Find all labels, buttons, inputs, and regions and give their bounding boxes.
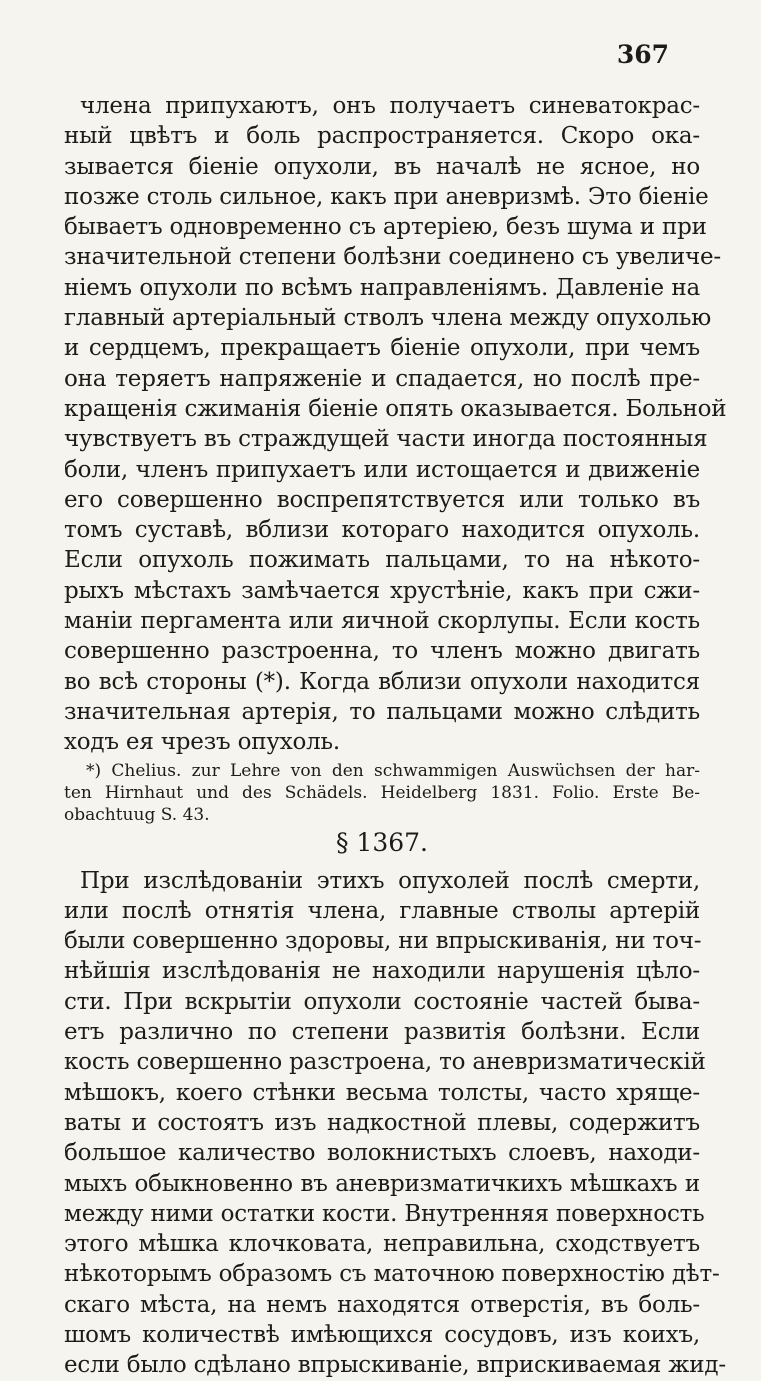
text-line: скаго мѣста, на немъ находятся отверстія, въ боль-: [64, 1291, 700, 1318]
paragraph-1: [64, 91, 727, 758]
text-line: ходъ ея чрезъ опухоль.: [64, 729, 340, 756]
text-line: мѣшокъ, коего стѣнки весьма толсты, часто хряще-: [64, 1079, 700, 1106]
text-line: нѣкоторымъ образомъ съ маточною поверхностію дѣт-: [64, 1261, 720, 1288]
text-line: Если опухоль пожимать пальцами, то на нѣкото-: [64, 547, 700, 574]
text-line: мыхъ обыкновенно въ аневризматичкихъ мѣшкахъ и: [64, 1170, 700, 1197]
text-line: большое каличество волокнистыхъ слоевъ, находи-: [64, 1140, 700, 1167]
text-line: были совершенно здоровы, ни впрыскиванія, ни точ-: [64, 928, 702, 955]
text-line: главный артеріальный стволъ члена между опухолью: [64, 305, 712, 332]
footnote-line: obachtuug S. 43.: [64, 804, 210, 825]
text-line: позже столь сильное, какъ при аневризмѣ. Это біеніе: [64, 183, 709, 210]
body-text: [64, 91, 727, 1381]
text-line: При изслѣдованіи этихъ опухолей послѣ смерти,: [80, 867, 700, 894]
text-line: этого мѣшка клочковата, неправильна, сходствуетъ: [64, 1231, 700, 1258]
text-line: значительной степени болѣзни соединено съ увеличе-: [64, 244, 721, 271]
footnote: [64, 760, 700, 826]
text-line: ваты и состоятъ изъ надкостной плевы, содержитъ: [64, 1109, 700, 1136]
text-line: и сердцемъ, прекращаетъ біеніе опухоли, при чемъ: [64, 335, 700, 362]
text-line: ный цвѣтъ и боль распространяется. Скоро ока-: [64, 123, 700, 150]
text-line: зывается біеніе опухоли, въ началѣ не ясное, но: [64, 153, 700, 180]
text-line: сти. При вскрытіи опухоли состояніе частей быва-: [64, 988, 700, 1015]
text-line: кость совершенно разстроена, то аневризматическій: [64, 1049, 706, 1076]
paragraph-2: [64, 866, 726, 1381]
text-line: кращенія сжиманія біеніе опять оказывается. Больной: [64, 395, 727, 422]
footnote-line: *) Chelius. zur Lehre von den schwammigen Auswüchsen der har-: [86, 760, 700, 781]
text-line: или послѣ отнятія члена, главные стволы артерій: [64, 897, 700, 924]
text-line: между ними остатки кости. Внутренняя поверхность: [64, 1200, 705, 1227]
text-line: если было сдѣлано впрыскиваніе, вприскиваемая жид-: [64, 1352, 726, 1379]
page-number: 367: [616, 40, 669, 69]
text-line: нѣйшія изслѣдованія не находили нарушенія цѣло-: [64, 958, 700, 985]
text-line: етъ различно по степени развитія болѣзни. Если: [64, 1019, 700, 1046]
text-line: во всѣ стороны (*). Когда вблизи опухоли находится: [64, 668, 700, 695]
text-line: его совершенно воспрепятствуется или только въ: [64, 486, 700, 513]
text-line: боли, членъ припухаетъ или истощается и движеніе: [64, 456, 700, 483]
text-line: чувствуетъ въ страждущей части иногда постоянныя: [64, 426, 708, 453]
text-line: маніи пергамента или яичной скорлупы. Если кость: [64, 608, 700, 635]
text-line: совершенно разстроенна, то членъ можно двигать: [64, 638, 700, 665]
section-heading: § 1367.: [335, 827, 429, 857]
text-line: члена припухаютъ, онъ получаетъ синеватокрас-: [80, 93, 700, 119]
text-line: томъ суставѣ, вблизи котораго находится опухоль.: [64, 517, 700, 544]
text-line: ніемъ опухоли по всѣмъ направленіямъ. Давленіе на: [64, 274, 700, 301]
footnote-line: ten Hirnhaut und des Schädels. Heidelberg 1831. Folio. Erste Be-: [64, 782, 700, 803]
text-line: шомъ количествѣ имѣющихся сосудовъ, изъ коихъ,: [64, 1321, 700, 1348]
text-line: бываетъ одновременно съ артеріею, безъ шума и при: [64, 214, 707, 241]
text-line: рыхъ мѣстахъ замѣчается хрустѣніе, какъ при сжи-: [64, 577, 700, 604]
text-line: она теряетъ напряженіе и спадается, но послѣ пре-: [64, 365, 700, 392]
text-line: значительная артерія, то пальцами можно слѣдить: [64, 698, 700, 725]
